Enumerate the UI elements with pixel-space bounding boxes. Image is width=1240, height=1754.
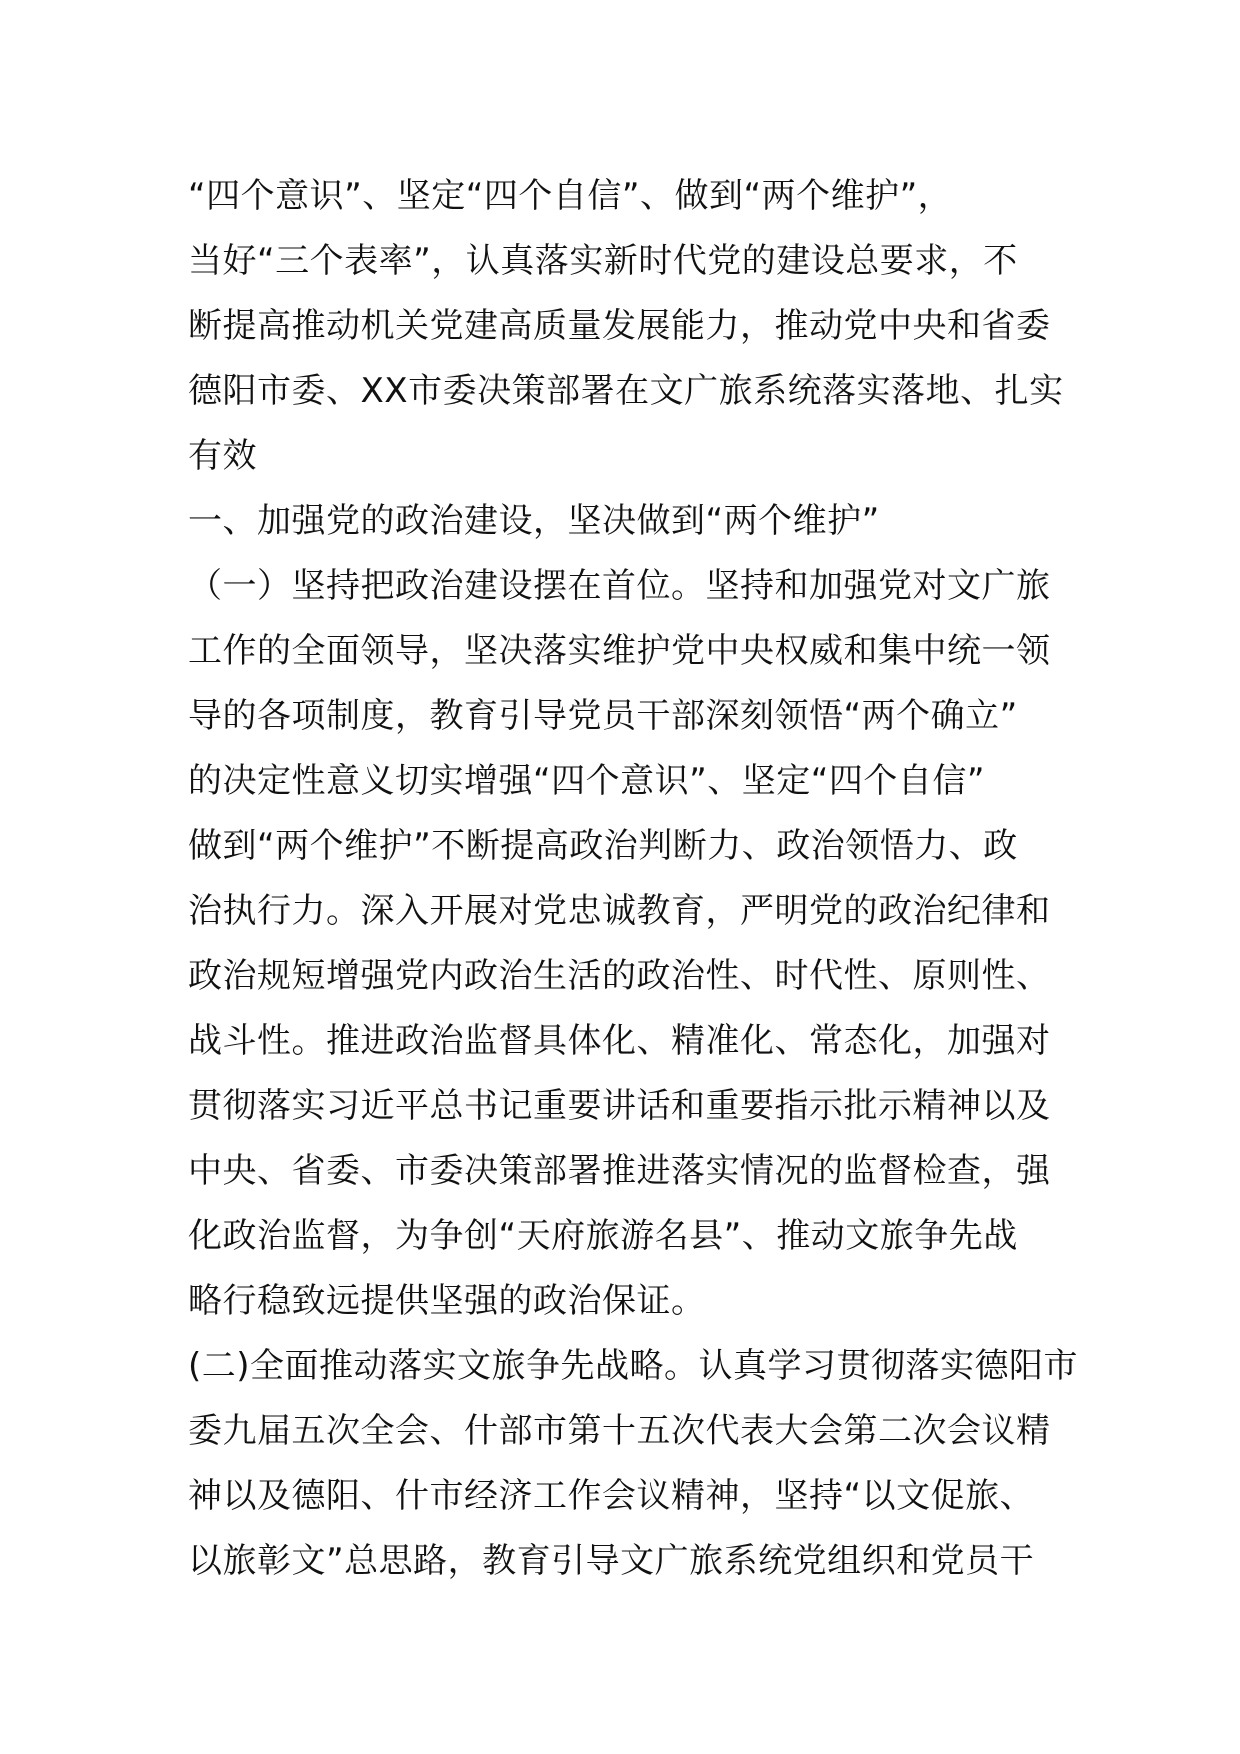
text-line: 德阳市委、XX市委决策部署在文广旅系统落实落地、扎实 (188, 371, 1064, 411)
text-line: 政治规短增强党内政治生活的政治性、时代性、原则性、 (188, 956, 1051, 996)
text-line: （一）坚持把政治建设摆在首位。坚持和加强党对文广旅 (188, 566, 1051, 606)
text-line: 有效 (188, 436, 257, 476)
text-line: 战斗性。推进政治监督具体化、精准化、常态化，加强对 (188, 1021, 1051, 1061)
section-heading: 一、加强党的政治建设，坚决做到“两个维护” (188, 501, 880, 541)
text-line: 做到“两个维护”不断提高政治判断力、政治领悟力、政 (188, 826, 1018, 866)
text-line: 贯彻落实习近平总书记重要讲话和重要指示批示精神以及 (188, 1086, 1051, 1126)
text-line: 化政治监督，为争创“天府旅游名县”、推动文旅争先战 (188, 1216, 1018, 1256)
text-line: 的决定性意义切实增强“四个意识”、坚定“四个自信” (188, 761, 985, 801)
text-line: 略行稳致远提供坚强的政治保证。 (188, 1281, 706, 1321)
document-body (188, 164, 1079, 1594)
text-line: 当好“三个表率”，认真落实新时代党的建设总要求，不 (188, 241, 1018, 281)
text-line: 治执行力。深入开展对党忠诚教育，严明党的政治纪律和 (188, 891, 1051, 931)
text-line: 神以及德阳、什市经济工作会议精神，坚持“以文促旅、 (188, 1476, 1035, 1516)
text-line: 断提高推动机关党建高质量发展能力，推动党中央和省委 (188, 306, 1051, 346)
text-line: 工作的全面领导，坚决落实维护党中央权威和集中统一领 (188, 631, 1051, 671)
text-line: 以旅彰文”总思路，教育引导文广旅系统党组织和党员干 (188, 1541, 1035, 1581)
text-line: 委九届五次全会、什部市第十五次代表大会第二次会议精 (188, 1411, 1051, 1451)
text-line: 中央、省委、市委决策部署推进落实情况的监督检查，强 (188, 1151, 1051, 1191)
text-line: (二)全面推动落实文旅争先战略。认真学习贯彻落实德阳市 (188, 1346, 1079, 1386)
text-line: 导的各项制度，教育引导党员干部深刻领悟“两个确立” (188, 696, 1018, 736)
text-line: “四个意识”、坚定“四个自信”、做到“两个维护”， (188, 176, 953, 216)
